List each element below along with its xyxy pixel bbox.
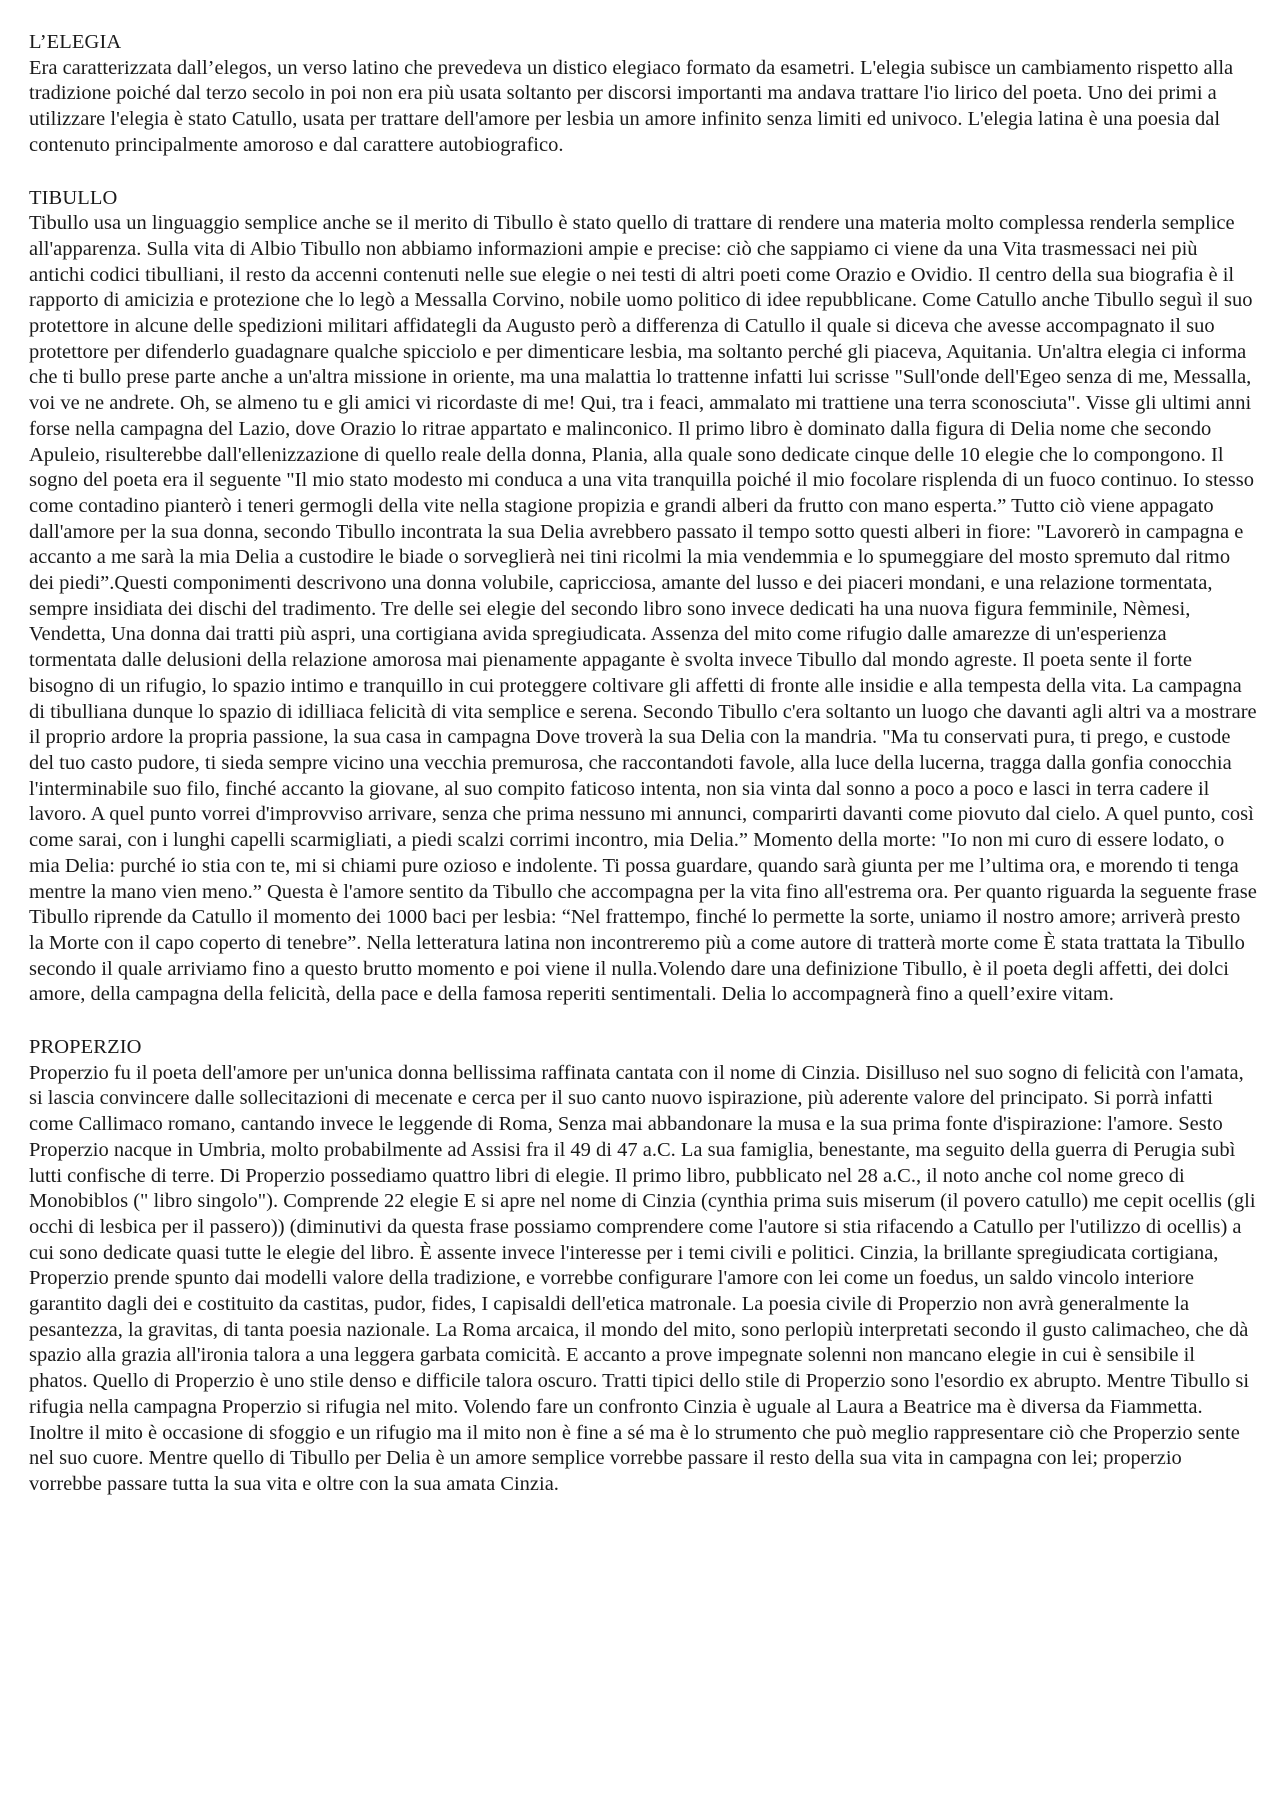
section-title: TIBULLO: [29, 186, 118, 209]
section-tibullo: [29, 186, 1258, 1009]
section-properzio: [29, 1035, 1258, 1498]
section-paragraph: Era caratterizzata dall’elegos, un verso latino che prevedeva un distico elegiaco formato da esametri. L'elegia subisce un cambiamento rispetto alla tradizione poiché dal terzo secolo in poi non era più usata soltanto per discorsi importanti ma andava trattare l'io lirico del poeta. Uno dei primi a utilizzare l'elegia è stato Catullo, usata per trattare dell'amore per lesbia un amore infinito senza limiti ed univoco. L'elegia latina è una poesia dal contenuto principalmente amoroso e dal carattere autobiografico.: [29, 56, 1234, 156]
section-title: L’ELEGIA: [29, 31, 122, 53]
section-title: PROPERZIO: [29, 1036, 142, 1059]
section-paragraph: Tibullo usa un linguaggio semplice anche se il merito di Tibullo è stato quello di trattare di rendere una materia molto complessa renderla semplice all'apparenza. Sulla vita di Albio Tibullo non abbiamo informazioni ampie e precise: ciò che sappiamo ci viene da una Vita trasmessaci nei più antichi codici tibulliani, il resto da accenni contenuti nelle sue elegie o nei testi di altri poeti come Orazio e Ovidio. Il centro della sua biografia è il rapporto di amicizia e protezione che lo legò a Messalla Corvino, nobile uomo politico di idee repubblicane. Come Catullo anche Tibullo seguì il suo protettore in alcune delle spedizioni militari affidategli da Augusto però a differenza di Catullo il quale si diceva che avesse accompagnato il suo protettore per difenderlo guadagnare qualche spicciolo e per dimenticare lesbia, ma soltanto perché gli piaceva, Aquitania. Un'altra elegia ci informa che ti bullo prese parte anche a un'altra missione in oriente, ma una malattia lo trattenne infatti lui scrisse "Sull'onde dell'Egeo senza di me, Messalla, voi ve ne andrete. Oh, se almeno tu e gli amici vi ricordaste di me! Qui, tra i feaci, ammalato mi trattiene una terra sconosciuta". Visse gli ultimi anni forse nella campagna del Lazio, dove Orazio lo ritrae appartato e malinconico. Il primo libro è dominato dalla figura di Delia nome che secondo Apuleio, risulterebbe dall'ellenizzazione di quello reale della donna, Plania, alla quale sono dedicate cinque delle 10 elegie che lo compongono. Il sogno del poeta era il seguente "Il mio stato modesto mi conduca a una vita tranquilla poiché il mio focolare risplenda di un fuoco continuo. Io stesso come contadino pianterò i teneri germogli della vite nella stagione propizia e grandi alberi da frutto con mano esperta.” Tutto ciò viene appagato dall'amore per la sua donna, secondo Tibullo incontrata la sua Delia avrebbero passato il tempo sotto questi alberi in fiore: "Lavorerò in campagna e accanto a me sarà la mia Delia a custodire le biade o sorveglierà nei tini ricolmi la mia vendemmia e lo spumeggiare del mosto spremuto dal ritmo dei piedi”.Questi componimenti descrivono una donna volubile, capricciosa, amante del lusso e dei piaceri mondani, e una relazione tormentata, sempre insidiata dei dischi del tradimento. Tre delle sei elegie del secondo libro sono invece dedicati ha una nuova figura femminile, Nèmesi, Vendetta, Una donna dai tratti più aspri, una cortigiana avida spregiudicata. Assenza del mito come rifugio dalle amarezze di un'esperienza tormentata dalle delusioni della relazione amorosa mai pienamente appagante è svolta invece Tibullo dal mondo agreste. Il poeta sente il forte bisogno di un rifugio, lo spazio intimo e tranquillo in cui proteggere coltivare gli affetti di fronte alle insidie e alla tempesta della vita. La campagna di tibulliana dunque lo spazio di idilliaca felicità di vita semplice e serena. Secondo Tibullo c'era soltanto un luogo che davanti agli altri va a mostrare il proprio ardore la propria passione, la sua casa in campagna Dove troverà la sua Delia con la mandria. "Ma tu conservati pura, ti prego, e custode del tuo casto pudore, ti sieda sempre vicino una vecchia premurosa, che raccontandoti favole, alla luce della lucerna, tragga dalla gonfia conocchia l'interminabile suo filo, finché accanto la giovane, al suo compito faticoso intenta, non sia vinta dal sonno a poco a poco e lasci in terra cadere il lavoro. A quel punto vorrei d'improvviso arrivare, senza che prima nessuno mi annunci, comparirti davanti come piovuto dal cielo. A quel punto, così come sarai, con i lunghi capelli scarmigliati, a piedi scalzi corrimi incontro, mia Delia.” Momento della morte: "Io non mi curo di essere lodato, o mia Delia: purché io stia con te, mi si chiami pure ozioso e indolente. Ti possa guardare, quando sarà giunta per me l’ultima ora, e morendo ti tenga mentre la mano vien meno.” Questa è l'amore sentito da Tibullo che accompagna per la vita fino all'estrema ora. Per quanto riguarda la seguente frase Tibullo riprende da Catullo il momento dei 1000 baci per lesbia: “Nel frattempo, finché lo permette la sorte, uniamo il nostro amore; arriverà presto la Morte con il capo coperto di tenebre”. Nella letteratura latina non incontreremo più a come autore di tratterà morte come È stata trattata la Tibullo secondo il quale arriviamo fino a questo brutto momento e poi viene il nulla.Volendo dare una definizione Tibullo, è il poeta degli affetti, dei dolci amore, della campagna della felicità, della pace e della famosa reperiti sentimentali. Delia lo accompagnerà fino a quell’exire vitam.: [29, 212, 1257, 1006]
section-paragraph: Properzio fu il poeta dell'amore per un'unica donna bellissima raffinata cantata con il nome di Cinzia. Disilluso nel suo sogno di felicità con l'amata, si lascia convincere dalle sollecitazioni di mecenate e cerca per il suo canto nuovo ispirazione, più aderente valore del principato. Si porrà infatti come Callimaco romano, cantando invece le leggende di Roma, Senza mai abbandonare la musa e la sua prima fonte d'ispirazione: l'amore. Sesto Properzio nacque in Umbria, molto probabilmente ad Assisi fra il 49 di 47 a.C. La sua famiglia, benestante, ma seguito della guerra di Perugia subì lutti confische di terre. Di Properzio possediamo quattro libri di elegie. Il primo libro, pubblicato nel 28 a.C., il noto anche col nome greco di Monobiblos (" libro singolo"). Comprende 22 elegie E si apre nel nome di Cinzia (cynthia prima suis miserum (il povero catullo) me cepit ocellis (gli occhi di lesbica per il passero)) (diminutivi da questa frase possiamo comprendere come l'autore si stia rifacendo a Catullo per l'utilizzo di ocellis) a cui sono dedicate quasi tutte le elegie del libro. È assente invece l'interesse per i temi civili e politici. Cinzia, la brillante spregiudicata cortigiana, Properzio prende spunto dai modelli valore della tradizione, e vorrebbe configurare l'amore con lei come un foedus, un saldo vincolo interiore garantito dagli dei e costituito da castitas, pudor, fides, I capisaldi dell'etica matronale. La poesia civile di Properzio non avrà generalmente la pesantezza, la gravitas, di tanta poesia nazionale. La Roma arcaica, il mondo del mito, sono perlopiù interpretati secondo il gusto calimacheo, che dà spazio alla grazia all'ironia talora a una leggera garbata comicità. E accanto a prove impegnate solenni non mancano elegie in cui è sensibile il phatos. Quello di Properzio è uno stile denso e difficile talora oscuro. Tratti tipici dello stile di Properzio sono l'esordio ex abrupto. Mentre Tibullo si rifugia nella campagna Properzio si rifugia nel mito. Volendo fare un confronto Cinzia è uguale al Laura a Beatrice ma è diversa da Fiammetta. Inoltre il mito è occasione di sfoggio e un rifugio ma il mito non è fine a sé ma è lo strumento che può meglio rappresentare ciò che Properzio sente nel suo cuore. Mentre quello di Tibullo per Delia è un amore semplice vorrebbe passare il resto della sua vita in campagna con lei; properzio vorrebbe passare tutta la sua vita e oltre con la sua amata Cinzia.: [29, 1061, 1256, 1495]
section-elegia: [29, 30, 1258, 159]
